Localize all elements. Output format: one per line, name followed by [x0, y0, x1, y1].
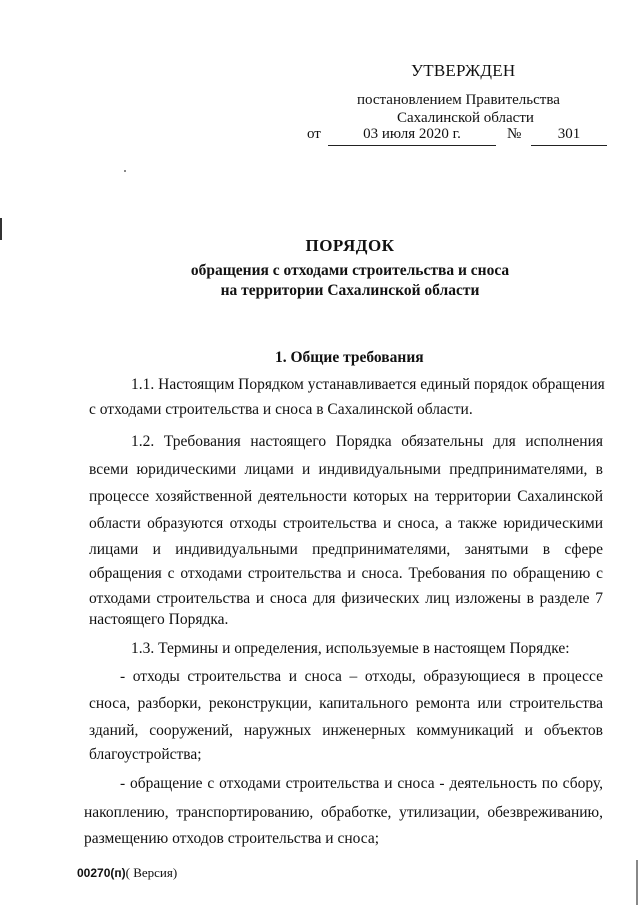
decree-number: 301 [531, 126, 607, 146]
paragraph-line: лицами и индивидуальными предпринимателями, занятыми в сфере [89, 541, 603, 558]
scan-edge-mark [0, 218, 2, 240]
approval-decree-line: постановлением Правительства [357, 92, 560, 108]
approval-decree-region: Сахалинской области [397, 110, 534, 126]
paragraph-line: области образуются отходы строительства и сноса, а также юридическими [89, 515, 603, 532]
paragraph-line: настоящего Порядка. [89, 611, 229, 628]
footer-version: ( Версия) [125, 865, 178, 880]
paragraph-line: 1.2. Требования настоящего Порядка обязательны для исполнения [131, 433, 603, 450]
section-heading: 1. Общие требования [275, 349, 424, 366]
paragraph-line: всеми юридическими лицами и индивидуальными предпринимателями, в [89, 461, 603, 478]
document-footer-code [77, 865, 177, 881]
definition-line: размещению отходов строительства и сноса; [84, 830, 380, 847]
definition-line: зданий, сооружений, наружных инженерных коммуникаций и объектов [89, 722, 603, 739]
number-sign: № [507, 126, 522, 142]
approval-date-row [307, 126, 607, 148]
footer-code: 00270(п) [77, 866, 126, 880]
scan-edge-mark [636, 860, 638, 905]
from-label: от [307, 126, 321, 142]
paragraph-line: 1.1. Настоящим Порядком устанавливается единый порядок обращения [131, 376, 605, 393]
definition-line: - отходы строительства и сноса – отходы, образующиеся в процессе [120, 668, 603, 685]
paragraph-line: отходами строительства и сноса для физических лиц изложены в разделе 7 [89, 590, 603, 607]
document-subtitle-line1: обращения с отходами строительства и сноса [190, 262, 510, 279]
paragraph-line: обращения с отходами строительства и сноса. Требования по обращению с [89, 565, 603, 582]
paragraph-line: 1.3. Термины и определения, используемые в настоящем Порядке: [131, 640, 570, 657]
paragraph-line: с отходами строительства и сноса в Сахалинской области. [89, 401, 473, 418]
approval-stamp-title: УТВЕРЖДЕН [411, 61, 516, 80]
approval-date: 03 июля 2020 г. [328, 126, 496, 146]
definition-line: - обращение с отходами строительства и сноса - деятельность по сбору, [120, 775, 603, 792]
scan-dust-mark [124, 170, 126, 172]
document-subtitle-line2: на территории Сахалинской области [220, 282, 480, 299]
paragraph-line: процессе хозяйственной деятельности которых на территории Сахалинской [89, 488, 603, 505]
definition-line: сноса, разборки, реконструкции, капитального ремонта или строительства [89, 695, 603, 712]
document-title: ПОРЯДОК [305, 236, 395, 255]
definition-line: накоплению, транспортированию, обработке, утилизации, обезвреживанию, [84, 804, 603, 821]
definition-line: благоустройства; [89, 746, 202, 763]
